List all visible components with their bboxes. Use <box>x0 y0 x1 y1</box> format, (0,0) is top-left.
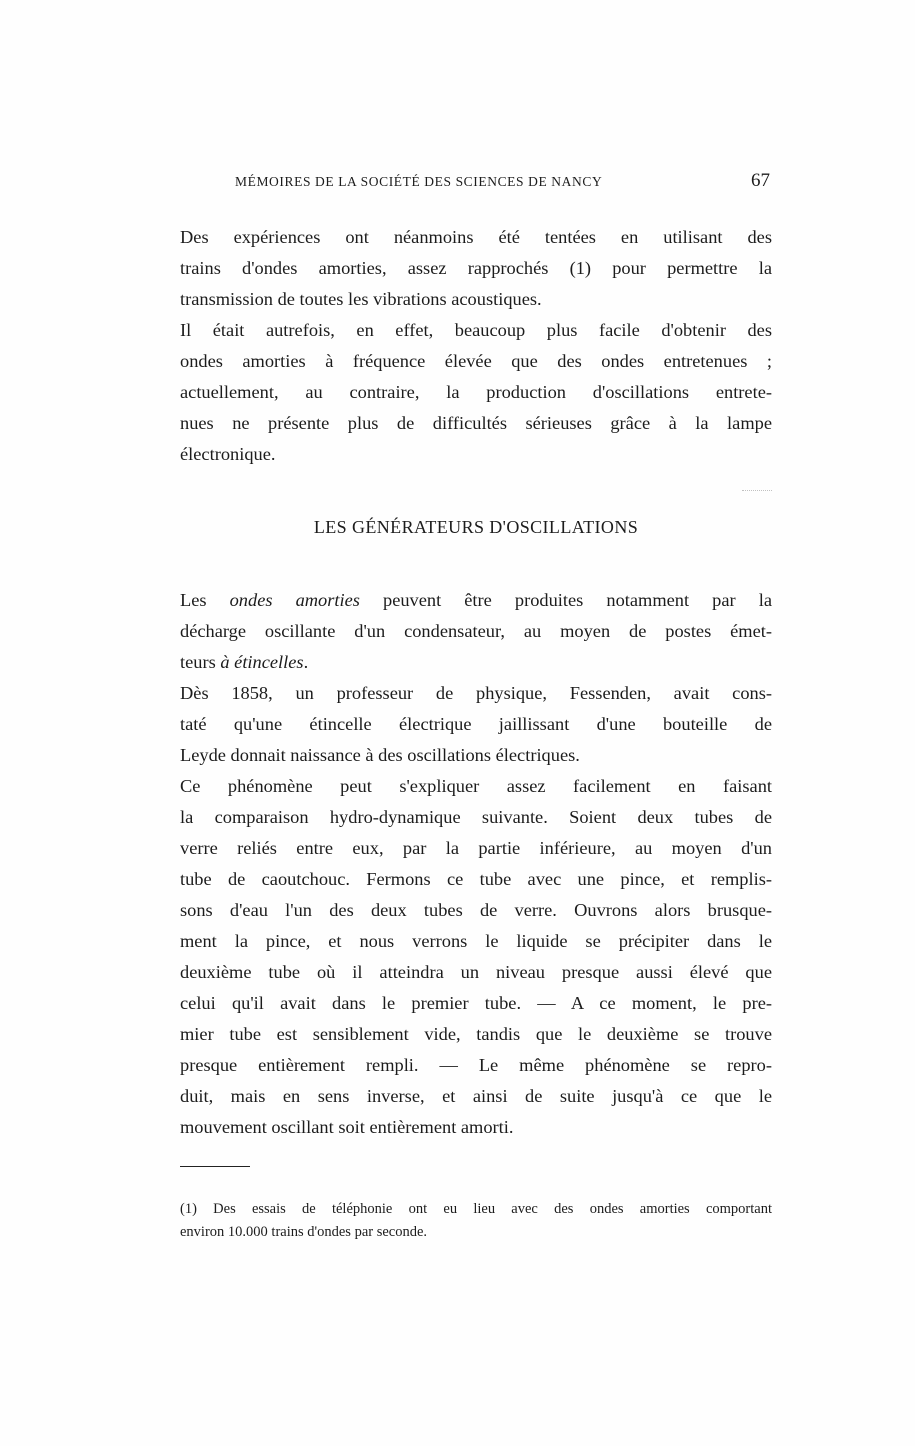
text-line: Des expériences ont néanmoins été tentées en utilisant des <box>180 227 772 247</box>
text-line: ondes amorties à fréquence élevée que des ondes entretenues ; <box>180 351 772 371</box>
text-line: Leyde donnait naissance à des oscillations électriques. <box>180 745 580 765</box>
text-line: Ce phénomène peut s'expliquer assez facilement en faisant <box>180 776 772 796</box>
text-line: ment la pince, et nous verrons le liquide se précipiter dans le <box>180 931 772 951</box>
text-line: transmission de toutes les vibrations acoustiques. <box>180 289 542 309</box>
text-line: sons d'eau l'un des deux tubes de verre. Ouvrons alors brusque- <box>180 900 772 920</box>
text-line: tube de caoutchouc. Fermons ce tube avec une pince, et remplis- <box>180 869 772 889</box>
running-head <box>180 170 770 200</box>
text-line: Il était autrefois, en effet, beaucoup plus facile d'obtenir des <box>180 320 772 340</box>
text-line: mier tube est sensiblement vide, tandis que le deuxième se trouve <box>180 1024 772 1044</box>
text-line: décharge oscillante d'un condensateur, au moyen de postes émet- <box>180 621 772 641</box>
text-line: celui qu'il avait dans le premier tube. — A ce moment, le pre- <box>180 993 772 1013</box>
text-line: Dès 1858, un professeur de physique, Fessenden, avait cons- <box>180 683 772 703</box>
footnote <box>180 1198 772 1244</box>
paragraph-fessenden <box>180 678 772 771</box>
print-smudge <box>742 490 772 493</box>
running-head-title: MÉMOIRES DE LA SOCIÉTÉ DES SCIENCES DE NANCY <box>235 174 603 189</box>
paragraph-ondes-amorties <box>180 585 772 678</box>
paragraph-experiences <box>180 222 772 315</box>
text-line: duit, mais en sens inverse, et ainsi de suite jusqu'à ce que le <box>180 1086 772 1106</box>
text-line: actuellement, au contraire, la production d'oscillations entrete- <box>180 382 772 402</box>
text-line: électronique. <box>180 444 276 464</box>
page-number: 67 <box>751 170 770 191</box>
footnote-line: (1) Des essais de téléphonie ont eu lieu avec des ondes amorties comportant <box>180 1201 772 1217</box>
text-line: trains d'ondes amorties, assez rapprochés (1) pour permettre la <box>180 258 772 278</box>
text-line: presque entièrement rempli. — Le même phénomène se repro- <box>180 1055 772 1075</box>
text-line: deuxième tube où il atteindra un niveau presque aussi élevé que <box>180 962 772 982</box>
italic-term: ondes amorties <box>229 590 360 610</box>
text-line <box>180 647 772 678</box>
text-run: peuvent être produites notamment par la <box>359 590 772 610</box>
text-run: teurs <box>180 652 221 672</box>
text-line: taté qu'une étincelle électrique jaillissant d'une bouteille de <box>180 714 772 734</box>
footnote-line: environ 10.000 trains d'ondes par seconde. <box>180 1224 428 1240</box>
section-heading: LES GÉNÉRATEURS D'OSCILLATIONS <box>313 517 639 537</box>
text-line: nues ne présente plus de difficultés sérieuses grâce à la lampe <box>180 413 772 433</box>
text-line: verre reliés entre eux, par la partie inférieure, au moyen d'un <box>180 838 772 858</box>
text-line: mouvement oscillant soit entièrement amorti. <box>180 1117 514 1137</box>
text-line: la comparaison hydro-dynamique suivante. Soient deux tubes de <box>180 807 772 827</box>
italic-term: à étincelles <box>220 652 304 672</box>
paragraph-phenomene <box>180 771 772 1143</box>
text-run: Les <box>180 590 230 610</box>
footnote-rule <box>180 1166 250 1167</box>
text-run: . <box>303 652 309 672</box>
paragraph-autrefois <box>180 315 772 470</box>
text-line <box>180 585 772 616</box>
